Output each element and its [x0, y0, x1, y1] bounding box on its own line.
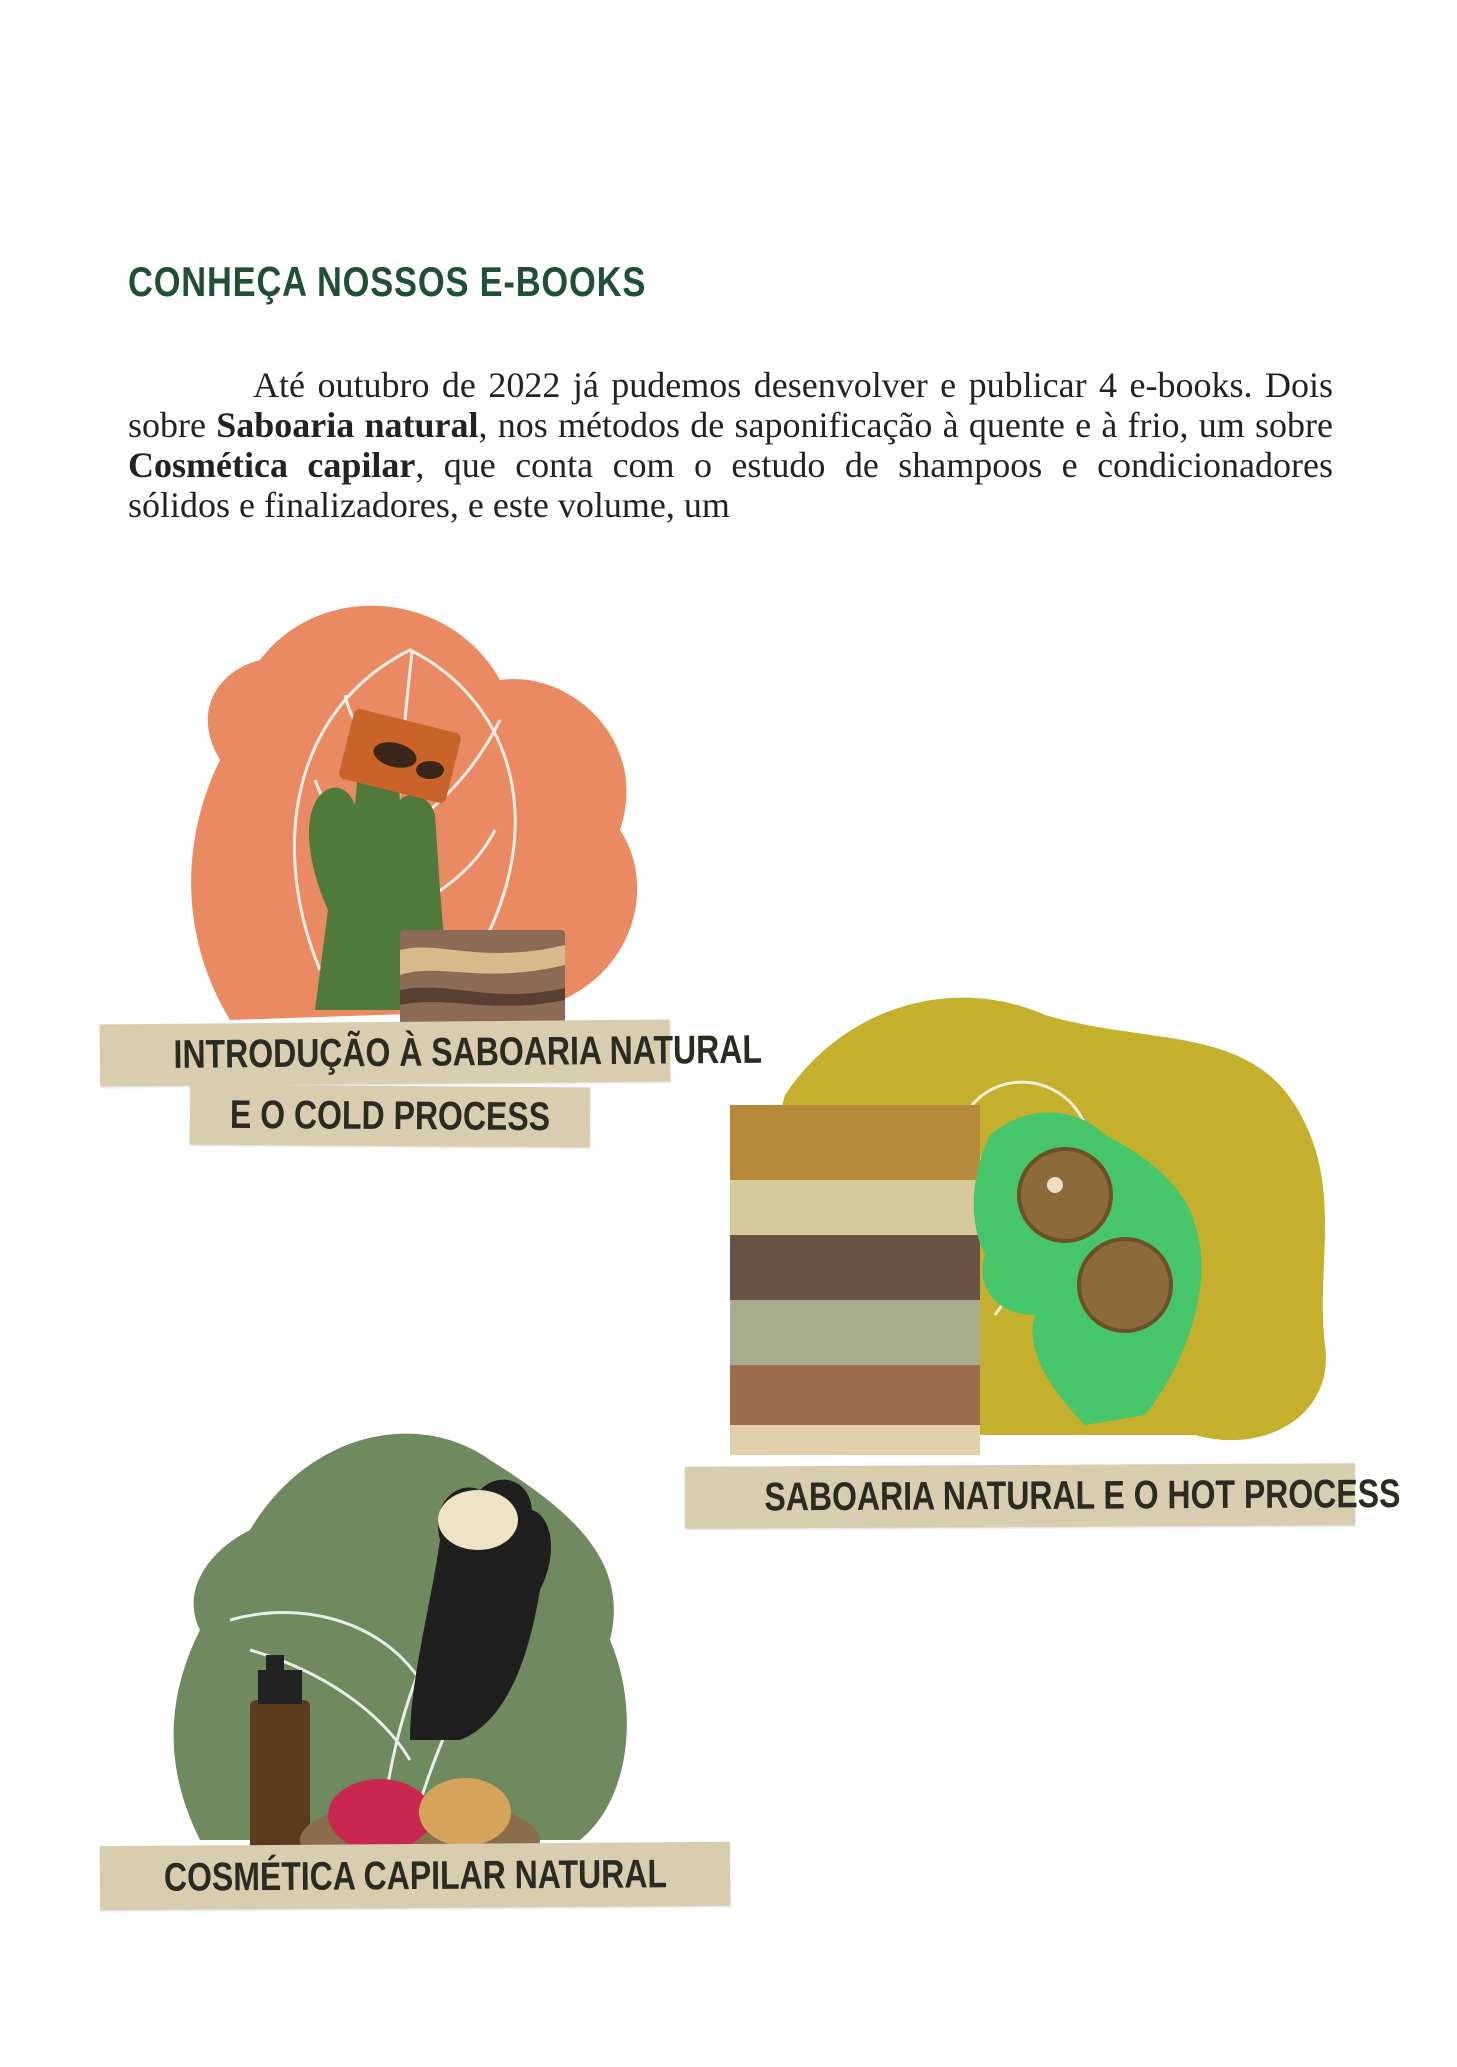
- ebook-title-cold-line-1: INTRODUÇÃO À SABOARIA NATURAL: [100, 1020, 671, 1087]
- ebook-card-cosmetica-capilar[interactable]: [160, 1420, 720, 1960]
- ebook-card-cold-process[interactable]: [150, 590, 763, 1140]
- hot-process-illustration: [725, 985, 1365, 1525]
- ebook-title-cold-line-2: E O COLD PROCESS: [190, 1085, 590, 1148]
- cold-process-illustration: [150, 590, 670, 1050]
- intro-bold-saboaria: Saboaria natural: [216, 405, 479, 445]
- ebook-title-cosmetica: COSMÉTICA CAPILAR NATURAL: [100, 1842, 730, 1910]
- intro-bold-cosmetica: Cosmética capilar: [128, 445, 416, 485]
- page-heading: CONHEÇA NOSSOS E-BOOKS: [128, 258, 647, 305]
- intro-text-2: , nos métodos de saponificação à quente e à frio, um sobre: [478, 405, 1333, 445]
- intro-text-3: , que conta com o estudo de shampoos e condicionadores sólidos e finalizadores, e este volume, um: [128, 445, 1333, 525]
- intro-paragraph: [128, 365, 1333, 525]
- ebook-card-hot-process[interactable]: [725, 985, 1401, 1525]
- ebook-title-hot: SABOARIA NATURAL E O HOT PROCESS: [685, 1463, 1355, 1529]
- intro-text-1: Até outubro de 2022 já pudemos desenvolver e publicar 4 e-books. Dois sobre: [128, 365, 1333, 445]
